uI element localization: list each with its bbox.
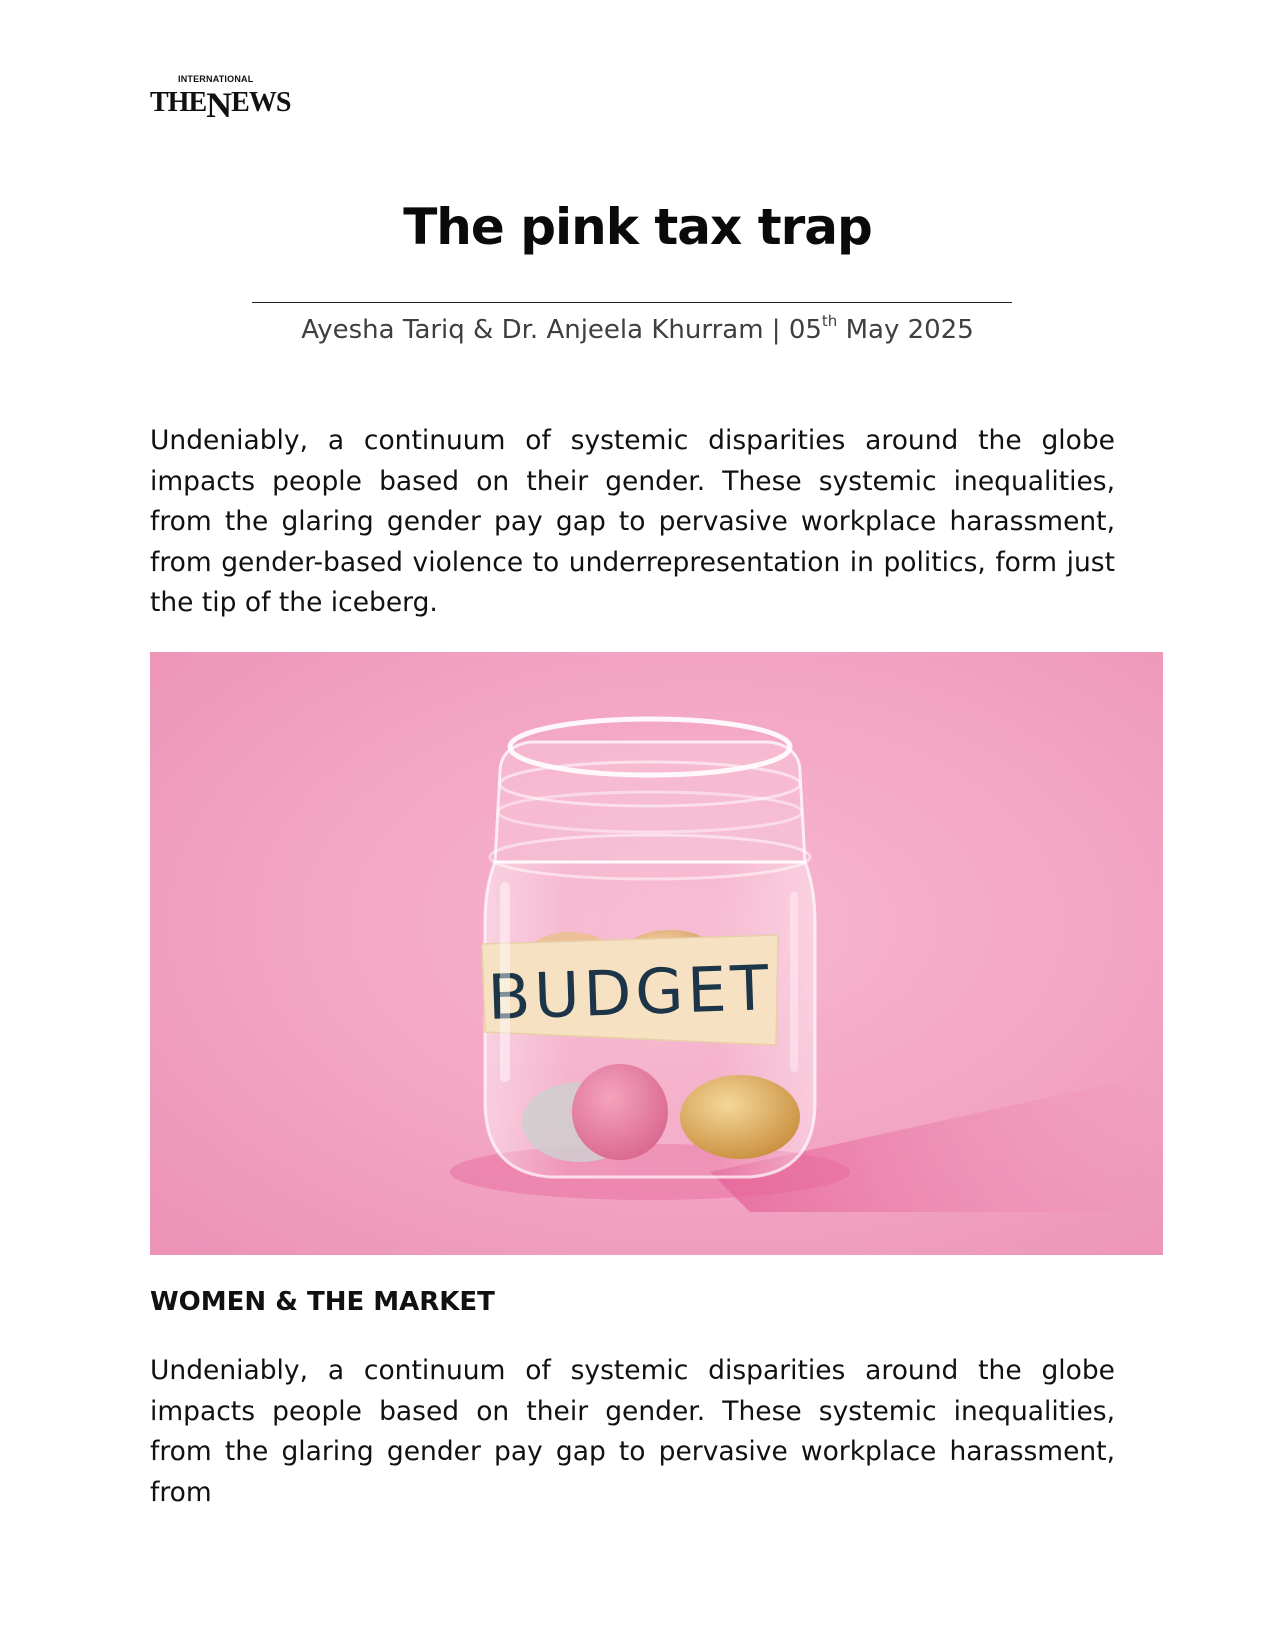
byline-date-suffix: th <box>821 312 838 330</box>
title-divider <box>252 302 1012 303</box>
budget-jar-illustration <box>150 652 1163 1255</box>
article-title: The pink tax trap <box>403 198 872 256</box>
logo-international-label: INTERNATIONAL <box>178 74 254 84</box>
article-photo <box>150 652 1163 1255</box>
article-byline <box>0 312 1275 345</box>
newspaper-logo <box>150 70 300 125</box>
byline-authors-date: Ayesha Tariq & Dr. Anjeela Khurram | 05 <box>301 315 822 345</box>
body-paragraph: Undeniably, a continuum of systemic disparities around the globe impacts people based on their gender. These systemic inequalities, from the glaring gender pay gap to pervasive workplace harassment, from <box>150 1355 1115 1508</box>
jar-label-text: BUDGET <box>486 951 774 1034</box>
intro-paragraph: Undeniably, a continuum of systemic disparities around the globe impacts people based on their gender. These systemic inequalities, from the glaring gender pay gap to pervasive workplace harassment, from gender-based violence to underrepresentation in politics, form just the tip of the iceberg. <box>150 425 1115 618</box>
section-heading: WOMEN & THE MARKET <box>150 1287 495 1317</box>
logo-wordmark: THENEWS <box>150 85 291 125</box>
byline-month-year: May 2025 <box>837 315 974 345</box>
